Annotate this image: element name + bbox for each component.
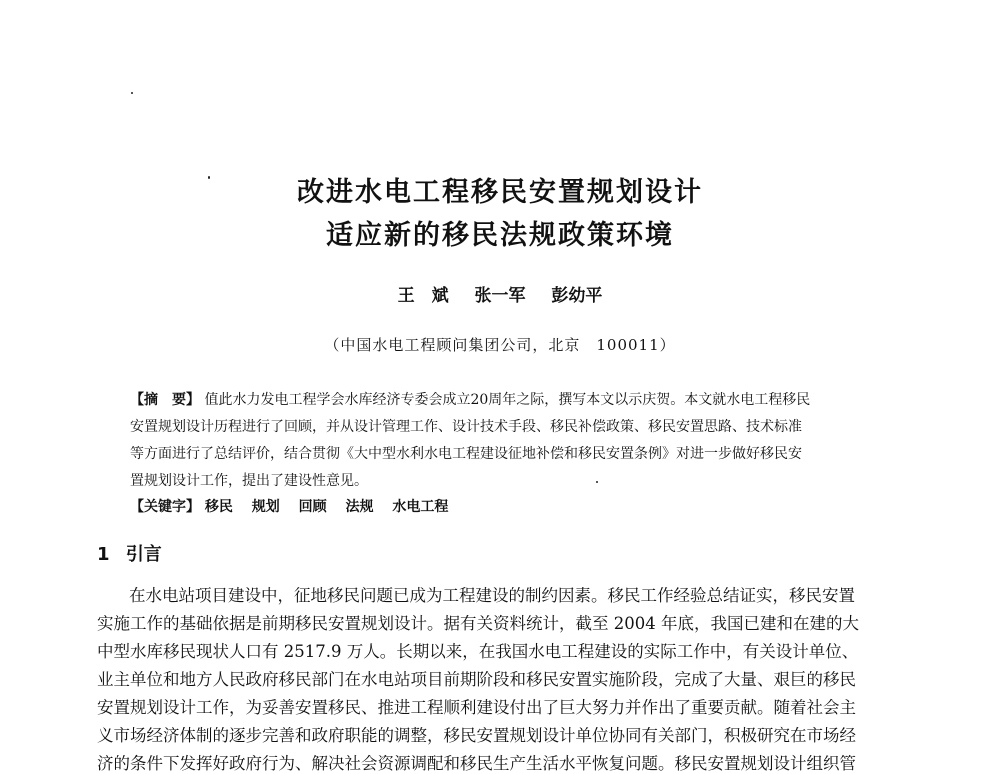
keyword: 水电工程 [392,499,449,515]
abstract-line [130,387,878,414]
author: 张一军 [474,286,526,306]
abstract-line: 安置规划设计历程进行了回顾，并从设计管理工作、设计技术手段、移民补偿政策、移民安置思路、技术标准 [130,419,802,435]
keywords [130,496,462,516]
abstract-line: 等方面进行了总结评价，结合贯彻《大中型水利水电工程建设征地补偿和移民安置条例》对进一步做好移民安 [130,446,802,462]
paper-title-line-1: 改进水电工程移民安置规划设计 [297,177,703,208]
scan-speck [131,92,133,94]
author: 王 斌 [397,286,449,306]
abstract-line: 置规划设计工作，提出了建设性意见。 [130,473,368,489]
abstract-label: 【摘 要】 [130,392,200,408]
section-heading [97,540,162,566]
body-text-line: 安置规划设计工作，为妥善安置移民、推进工程顺利建设付出了巨大努力并作出了重要贡献。随着社会主 [97,698,856,717]
body-text-line: 业主单位和地方人民政府移民部门在水电站项目前期阶段和移民安置实施阶段，完成了大量、艰巨的移民 [97,670,856,689]
paper-title-line-2: 适应新的移民法规政策环境 [326,220,674,251]
keyword: 规划 [251,499,280,515]
body-text-line: 在水电站项目建设中，征地移民问题已成为工程建设的制约因素。移民工作经验总结证实，移民安置 [129,586,855,605]
section-title: 引言 [125,544,162,565]
body-text-line: 中型水库移民现状人口有 2517.9 万人。长期以来，在我国水电工程建设的实际工作中，有关设计单位、 [97,642,859,661]
section-number: 1 [97,544,110,565]
body-text-line: 义市场经济体制的逐步完善和政府职能的调整，移民安置规划设计单位协同有关部门，积极研究在市场经 [97,726,856,745]
abstract-text: 值此水力发电工程学会水库经济专委会成立20周年之际，撰写本文以示庆贺。本文就水电工程移民 [204,392,811,408]
keyword: 移民 [204,499,233,515]
affiliation: （中国水电工程顾问集团公司，北京 100011） [324,336,676,354]
keywords-label: 【关键字】 [130,499,200,515]
keyword: 法规 [345,499,374,515]
author-list [0,281,1000,306]
body-text-line: 济的条件下发挥好政府行为、解决社会资源调配和移民生产生活水平恢复问题。移民安置规划设计组织管 [97,754,856,773]
author: 彭幼平 [551,286,603,306]
keyword: 回顾 [298,499,327,515]
body-text-line: 实施工作的基础依据是前期移民安置规划设计。据有关资料统计，截至 2004 年底，我国已建和在建的大 [97,614,859,633]
